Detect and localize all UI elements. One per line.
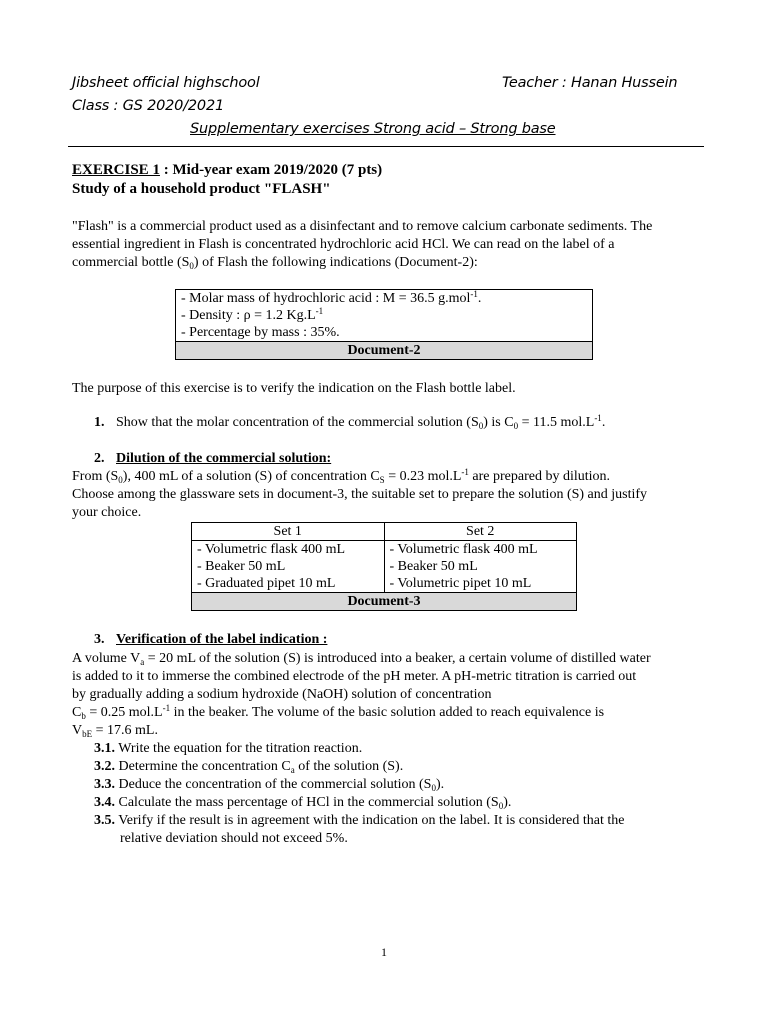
intro-paragraph [72, 218, 712, 272]
class-label: Class : GS 2020/2021 [72, 98, 224, 114]
doc2-line-3: - Percentage by mass : 35%. [176, 324, 593, 342]
school-name: Jibsheet official highschool [72, 75, 260, 91]
doc2-line-1: - Molar mass of hydrochloric acid : M = 36.5 g.mol$^{-1}$. [176, 290, 593, 308]
q3-line-3: by gradually adding a sodium hydroxide (NaOH) solution of concentration [72, 687, 492, 702]
question-3-body [72, 650, 712, 740]
exercise-subtitle: Study of a household product "FLASH" [72, 181, 331, 197]
doc3-caption: Document-3 [192, 593, 577, 611]
intro-line-1: "Flash" is a commercial product used as a disinfectant and to remove calcium carbonate sediments. The [72, 219, 653, 234]
question-2-body [72, 468, 712, 522]
doc2-line-2: - Density : ρ = 1.2 $Kg.L^{-1}$ [176, 307, 593, 324]
sub-question-3-2: 3.2. Determine the concentration $C_a$ of the solution (S). [94, 759, 404, 775]
q3-line-4: $C_b = 0.25$ $mol.L^{-1}$ in the beaker. The volume of the basic solution added to reach equivalence is [72, 703, 605, 721]
sub-question-3-3: 3.3. Deduce the concentration of the commercial solution $(S_0)$. [94, 777, 445, 793]
q2-line-1: From $(S_0)$, 400 mL of a solution (S) of concentration $C_S = 0.23$ $mol.L^{-1}$ are prepared by dilution. [72, 467, 611, 485]
question-2-heading [94, 451, 331, 467]
question-3-heading [94, 632, 327, 648]
q2-line-2: Choose among the glassware sets in document-3, the suitable set to prepare the solution (S) and justify [72, 487, 648, 502]
question-2-title: Dilution of the commercial solution: [116, 451, 332, 466]
q2-line-3: your choice. [72, 505, 142, 520]
question-2-number: 2. [94, 451, 105, 466]
q3-line-1: A volume $V_a = 20$ mL of the solution (S) is introduced into a beaker, a certain volume of distilled water [72, 651, 651, 667]
q3-line-2: is added to it to immerse the combined electrode of the pH meter. A pH-metric titration is carried out [72, 669, 637, 684]
doc3-header-set1: Set 1 [192, 523, 385, 541]
exercise-title [72, 162, 382, 179]
document-title: Supplementary exercises Strong acid – Strong base [190, 121, 556, 137]
doc3-cell: - Beaker 50 mL [384, 558, 577, 575]
purpose-text: The purpose of this exercise is to verify the indication on the Flash bottle label. [72, 381, 516, 396]
doc3-cell: - Volumetric flask 400 mL [192, 541, 385, 559]
sub-question-3-5-continued: relative deviation should not exceed 5%. [120, 831, 348, 846]
header-rule [68, 146, 704, 147]
question-1-number: 1. [94, 415, 105, 430]
doc3-cell: - Graduated pipet 10 mL [192, 575, 385, 593]
intro-line-2: essential ingredient in Flash is concentrated hydrochloric acid HCl. We can read on the label of a [72, 237, 615, 252]
doc2-caption: Document-2 [176, 342, 593, 360]
page-number: 1 [381, 945, 387, 959]
question-3-title: Verification of the label indication : [116, 632, 328, 647]
intro-line-3: commercial bottle $(S_0)$ of Flash the following indications (Document-2): [72, 255, 478, 271]
question-1: 1. Show that the molar concentration of the commercial solution $(S_0)$ is $C_0 = 11.5$ $mol.L^{-1}$. [94, 413, 606, 431]
sub-question-3-5: 3.5. Verify if the result is in agreement with the indication on the label. It is considered that the [94, 813, 625, 828]
sub-question-3-4: 3.4. Calculate the mass percentage of HCl in the commercial solution $(S_0)$. [94, 795, 512, 811]
document-3-table [191, 522, 577, 611]
doc3-cell: - Volumetric flask 400 mL [384, 541, 577, 559]
document-2-table [175, 289, 593, 360]
doc3-cell: - Beaker 50 mL [192, 558, 385, 575]
exercise-exam: : Mid-year exam 2019/2020 (7 pts) [159, 162, 383, 178]
exercise-number: EXERCISE 1 [72, 162, 160, 178]
q3-line-5: $V_{bE} = 17.6$ mL. [72, 723, 158, 739]
doc3-cell: - Volumetric pipet 10 mL [384, 575, 577, 593]
question-3-number: 3. [94, 632, 105, 647]
doc3-header-set2: Set 2 [384, 523, 577, 541]
teacher-name: Teacher : Hanan Hussein [502, 75, 678, 91]
sub-question-3-1: 3.1. Write the equation for the titration reaction. [94, 741, 363, 756]
